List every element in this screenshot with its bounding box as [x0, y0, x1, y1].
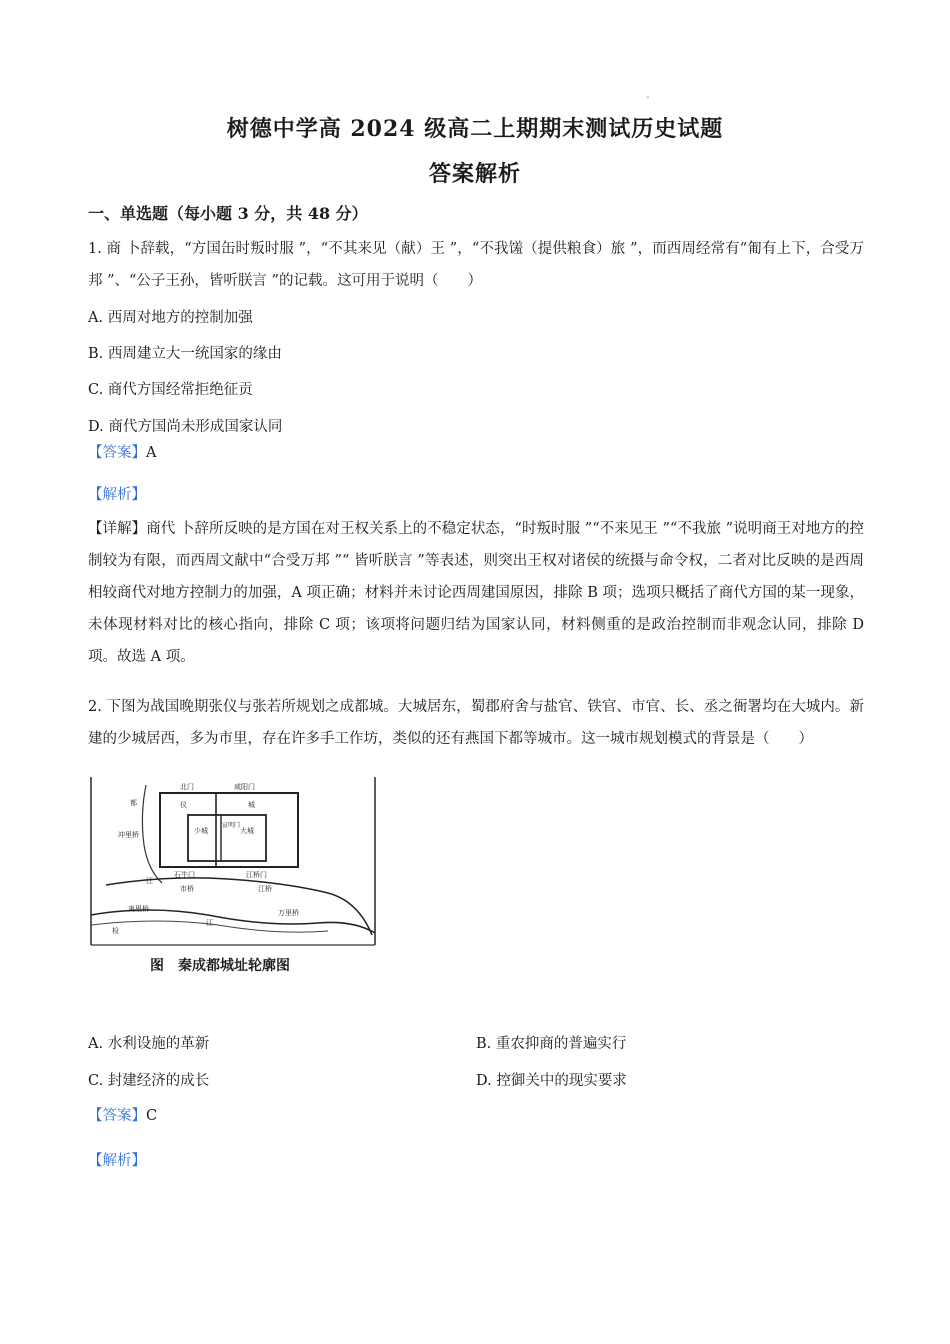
header-mark: - — [646, 92, 650, 103]
map-label-shaocheng: 少城 — [194, 827, 208, 835]
map-label-xianyang-gate: 咸阳门 — [234, 783, 255, 791]
q2-option-a: A. 水利设施的革新 — [88, 1036, 210, 1052]
map-label-cheng: 城 — [248, 801, 255, 809]
map-label-jiang-upper: 江 — [146, 877, 153, 885]
q1-detail-text: 商代 卜辞所反映的是方国在对王权关系上的不稳定状态，“时叛时服 ”“不来见王 ”“不我旅 ”说明商王对地方的控制较为有限，而西周文献中“合受万邦 ”“ 皆听朕言 ”等表述，则突出王权对诸侯的统摄与命令权，二者对比反映的是西周相较商代对地方控制力的加强，A 项正确；材料并未讨论西周建国原因，排除 B 项；选项只概括了商代方国的某一现象，未体现材料对比的核心指向，排除 C 项；该项将问题归结为国家认同，材料侧重的是政治控制而非观念认同，排除 D 项。故选 A 项。 — [88, 521, 864, 665]
q2-option-b: B. 重农抑商的普遍实行 — [476, 1036, 627, 1052]
q1-option-b: B. 西周建立大一统国家的缘由 — [88, 346, 282, 362]
q2-analysis-tag: 【解析】 — [88, 1153, 146, 1169]
document-subtitle: 答案解析 — [428, 161, 521, 187]
q1-detail — [88, 513, 864, 673]
q1-option-d: D. 商代方国尚未形成国家认同 — [88, 419, 283, 435]
map-label-xuanming-gate: 宣明门 — [222, 822, 241, 829]
map-label-jian: 检 — [112, 927, 119, 935]
section-heading: 一、单选题（每小题 3 分，共 48 分） — [88, 204, 368, 223]
q2-option-d: D. 控御关中的现实要求 — [476, 1073, 627, 1089]
document-title: 树德中学高 2024 级高二上期期末测试历史试题 — [226, 116, 724, 142]
map-label-dacheng: 大城 — [240, 827, 254, 835]
map-label-north-gate: 北门 — [180, 783, 194, 791]
map-label-chongli-bridge: 冲里桥 — [118, 831, 139, 839]
q1-stem: 1. 商 卜辞载，“方国缶时叛时服 ”，“不其来见（献）王 ”，“不我馐（提供粮食）旅 ”，而西周经常有“匍有上下，合受万邦 ”、“公子王孙，皆听朕言 ”的记载。这可用于说明（ ） — [88, 241, 864, 289]
q1-answer: A — [146, 445, 157, 461]
q1-answer-line — [88, 441, 156, 462]
map-label-yi: 仪 — [180, 801, 187, 809]
figure-caption: 图 秦成都城址轮廓图 — [150, 958, 290, 974]
q2-answer-tag: 【答案】 — [88, 1108, 146, 1124]
q1-analysis-tag: 【解析】 — [88, 487, 146, 503]
q1-detail-tag: 【详解】 — [88, 521, 147, 537]
q1-option-a: A. 西周对地方的控制加强 — [88, 310, 253, 326]
q2-stem: 2. 下图为战国晚期张仪与张若所规划之成都城。大城居东，蜀郡府舍与盐官、铁官、市官、长、丞之衙署均在大城内。新建的少城居西，多为市里，存在许多手工作坊，类似的还有燕国下都等城市。这一城市规划模式的背景是（ ） — [88, 699, 864, 747]
chengdu-city-map — [88, 775, 380, 980]
q2-answer-line — [88, 1104, 157, 1125]
map-label-jiangqiao: 江桥 — [258, 885, 272, 893]
map-label-yili-bridge: 夷里桥 — [128, 905, 149, 913]
q2-answer: C — [146, 1108, 158, 1124]
q1-answer-tag: 【答案】 — [88, 445, 146, 461]
map-label-du: 都 — [130, 799, 137, 807]
q1-option-c: C. 商代方国经常拒绝征贡 — [88, 382, 253, 398]
map-label-jiangqiao-gate: 江桥门 — [246, 871, 267, 879]
map-label-shi-bridge: 市桥 — [180, 885, 194, 893]
map-label-jiang-lower: 江 — [206, 919, 213, 927]
map-label-wanli-bridge: 万里桥 — [278, 909, 299, 917]
map-label-shiniu-gate: 石牛门 — [174, 871, 195, 879]
q2-option-c: C. 封建经济的成长 — [88, 1073, 210, 1089]
